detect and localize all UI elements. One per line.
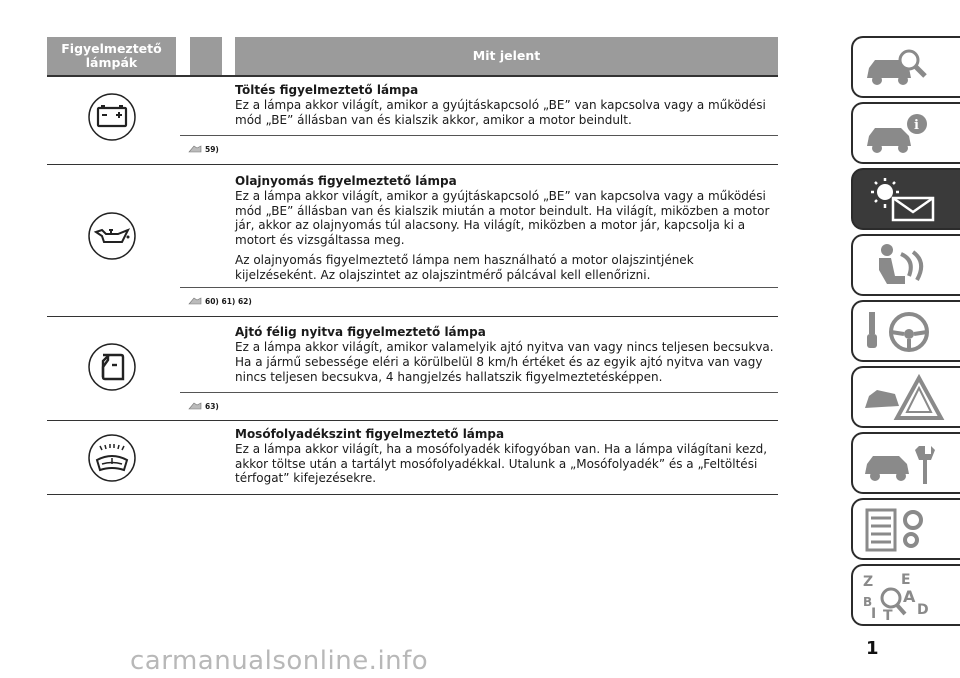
row-subdivider — [180, 287, 778, 288]
note-references — [188, 144, 219, 154]
svg-text:D: D — [917, 602, 929, 618]
svg-text:B: B — [863, 595, 873, 609]
row-title: Olajnyomás figyelmeztető lámpa — [235, 174, 457, 188]
row-divider — [47, 420, 778, 421]
key-steering-wheel-icon — [861, 308, 945, 356]
header-warning-lamps: Figyelmeztető lámpák — [47, 37, 176, 75]
row-subdivider — [180, 392, 778, 393]
row-description: Ez a lámpa akkor világít, amikor a gyújtáskapcsoló „BE” van kapcsolva vagy a működési mód „BE” állásban van és kialszik miután a motor beindult. Ha világít, miközben a motor jár, akkor az olajnyomás túl alacsony. Ha világít, miközben a motor jár, kapcsolja ki a motort és vizsgáltassa meg. — [235, 189, 770, 247]
hand-pointer-icon — [188, 144, 202, 154]
tab-warning-lights[interactable] — [851, 168, 960, 230]
svg-text:i: i — [914, 118, 919, 133]
washer-fluid-icon — [88, 434, 136, 482]
seat-airbag-icon — [861, 242, 945, 290]
car-info-icon — [861, 110, 945, 158]
note-text: 60) 61) 62) — [205, 296, 252, 306]
row-description-extra: Ha a jármű sebessége eléri a körülbelül 8 km/h értéket és az egyik ajtó nyitva van vagy nincs teljesen becsukva, 4 hangjelzés hallatszik figyelmeztetésképpen. — [235, 355, 763, 384]
row-divider — [47, 494, 778, 495]
page-number: 1 — [866, 638, 879, 659]
row-title: Ajtó félig nyitva figyelmeztető lámpa — [235, 325, 486, 339]
list-gears-icon — [861, 506, 945, 554]
row-description: Ez a lámpa akkor világít, amikor valamelyik ajtó nyitva van vagy nincs teljesen becsukva. — [235, 340, 774, 354]
note-references — [188, 401, 219, 411]
tab-maintenance[interactable] — [851, 432, 960, 494]
row-description-extra: Az olajnyomás figyelmeztető lámpa nem használható a motor olajszintjének kijelzéseként. Az olajszintet az olajszintmérő pálcával kell ellenőrizni. — [235, 253, 694, 282]
row-title: Mosófolyadékszint figyelmeztető lámpa — [235, 427, 505, 441]
row-divider — [47, 316, 778, 317]
car-crash-warning-icon — [861, 374, 945, 422]
svg-text:E: E — [901, 572, 911, 588]
header-divider — [47, 75, 778, 77]
warning-light-envelope-icon — [861, 176, 945, 224]
car-wrench-icon — [861, 440, 945, 488]
door-open-icon — [88, 343, 136, 391]
svg-text:A: A — [903, 587, 916, 606]
tab-car-info[interactable] — [851, 102, 960, 164]
car-search-icon — [861, 44, 945, 92]
svg-text:I: I — [871, 606, 877, 620]
tab-technical-data[interactable] — [851, 498, 960, 560]
svg-text:T: T — [883, 608, 893, 620]
row-divider — [47, 164, 778, 165]
alphabet-search-icon — [861, 572, 945, 620]
row-title: Töltés figyelmeztető lámpa — [235, 83, 419, 97]
tab-car-search[interactable] — [851, 36, 960, 98]
tab-index[interactable] — [851, 564, 960, 626]
tab-starting-driving[interactable] — [851, 300, 960, 362]
row-subdivider — [180, 135, 778, 136]
oil-can-icon — [88, 212, 136, 260]
header-empty-column — [190, 37, 222, 75]
tab-emergency[interactable] — [851, 366, 960, 428]
note-text: 63) — [205, 401, 219, 411]
header-meaning: Mit jelent — [235, 37, 778, 75]
tab-safety[interactable] — [851, 234, 960, 296]
row-description: Ez a lámpa akkor világít, amikor a gyújtáskapcsoló „BE” van kapcsolva vagy a működési mód „BE” állásban van és kialszik akkor, amikor a motor beindult. — [235, 98, 766, 127]
note-references — [188, 296, 252, 306]
svg-text:Z: Z — [863, 574, 874, 590]
note-text: 59) — [205, 144, 219, 154]
watermark: carmanualsonline.info — [130, 646, 429, 676]
hand-pointer-icon — [188, 296, 202, 306]
battery-icon — [88, 93, 136, 141]
hand-pointer-icon — [188, 401, 202, 411]
row-description: Ez a lámpa akkor világít, ha a mosófolyadék kifogyóban van. Ha a lámpa világítani kezd, akkor töltse után a tartályt mosófolyadékkal. Utalunk a „Mosófolyadék” és a „Feltöltési térfogat” kifejezésekre. — [235, 442, 768, 485]
